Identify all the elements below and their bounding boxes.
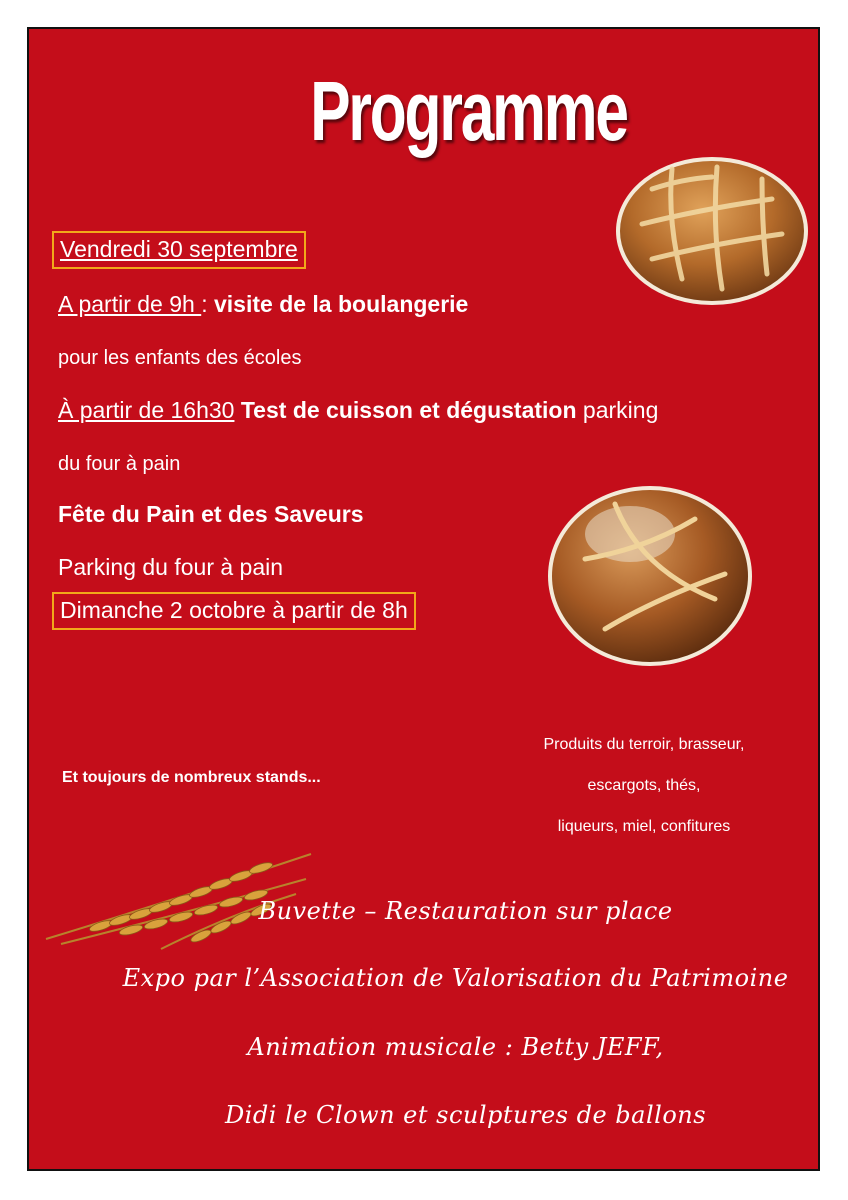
- poster: [27, 27, 820, 1171]
- friday-time-label-2: À partir de 16h30: [58, 397, 235, 423]
- extra-line-4: Didi le Clown et sculptures de ballons: [224, 1101, 707, 1129]
- products-line-2: escargots, thés,: [587, 777, 701, 794]
- bread-loaf-middle-image: [545, 479, 755, 669]
- products-line-3: liqueurs, miel, confitures: [557, 818, 731, 835]
- friday-line-1: [58, 291, 468, 319]
- page-title: Programme: [310, 64, 627, 158]
- extra-line-2: Expo par l’Association de Valorisation du Patrimoine: [122, 964, 789, 992]
- bread-loaf-top-image: [612, 149, 812, 309]
- extra-line-1: Buvette – Restauration sur place: [258, 897, 673, 925]
- friday-event-baking-test: Test de cuisson et dégustation: [234, 397, 577, 423]
- friday-time-label: A partir de 9h: [58, 291, 202, 317]
- products-list: [489, 736, 799, 859]
- festival-date: Dimanche 2 octobre à partir de 8h: [52, 592, 416, 630]
- festival-place: Parking du four à pain: [58, 554, 284, 580]
- friday-place: parking: [576, 397, 659, 423]
- friday-event-bakery-visit: visite de la boulangerie: [213, 291, 469, 317]
- friday-line-3: [58, 397, 658, 425]
- friday-line-2: pour les enfants des écoles: [58, 347, 302, 369]
- friday-date: Vendredi 30 septembre: [52, 231, 306, 269]
- products-line-1: Produits du terroir, brasseur,: [543, 736, 745, 753]
- friday-line-4: du four à pain: [58, 453, 181, 475]
- friday-separator: :: [201, 291, 214, 317]
- stands-text: Et toujours de nombreux stands...: [62, 769, 321, 786]
- festival-name: Fête du Pain et des Saveurs: [58, 501, 364, 527]
- extra-line-3: Animation musicale : Betty JEFF,: [247, 1033, 664, 1061]
